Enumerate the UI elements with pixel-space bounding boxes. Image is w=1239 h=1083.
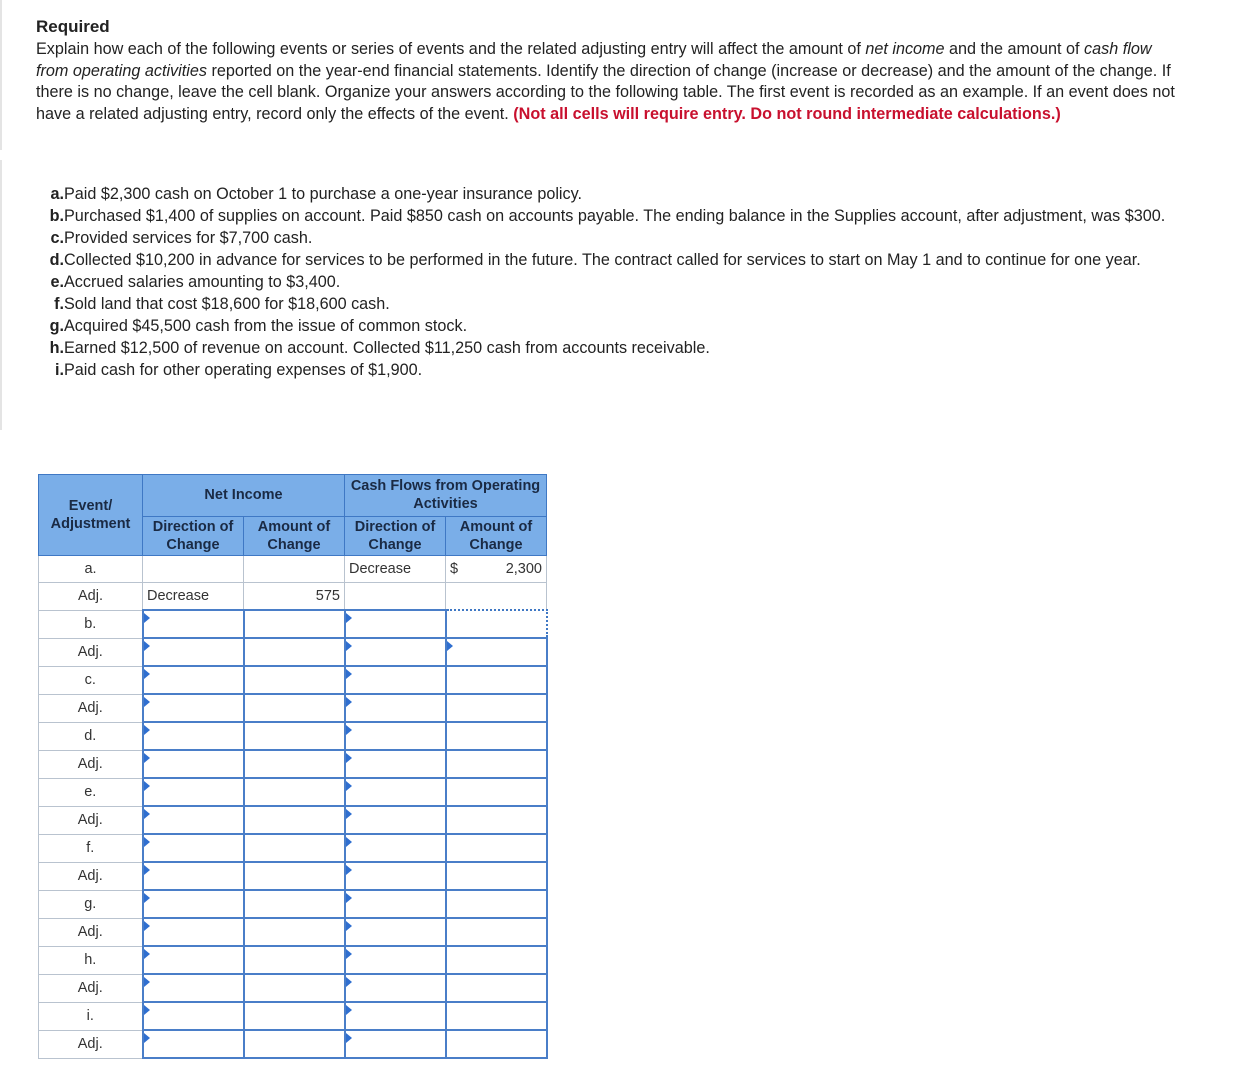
cf-direction-select[interactable] [345,750,446,778]
header-cash-flows: Cash Flows from Operating Activities [345,475,547,517]
ni-direction-select[interactable] [143,890,244,918]
row-label: b. [39,610,143,638]
events-list [42,183,1192,381]
answer-table-wrapper [38,474,548,1059]
row-label: Adj. [39,806,143,834]
event-item: h. Earned $12,500 of revenue on account. Collected $11,250 cash from accounts receivable. [49,339,710,357]
row-label: Adj. [39,918,143,946]
ni-amount-input[interactable] [244,918,345,946]
table-row [39,974,547,1002]
ni-amount-input[interactable] [244,1030,345,1058]
cf-amount-input[interactable] [446,862,547,890]
ni-amount-input[interactable] [244,862,345,890]
ni-amount-cell: 575 [244,583,345,611]
ni-direction-select[interactable] [143,666,244,694]
ni-direction-select[interactable] [143,834,244,862]
row-label: i. [39,1002,143,1030]
cf-amount-input[interactable] [446,638,547,666]
required-section [0,0,1239,150]
event-item: d. Collected $10,200 in advance for services to be performed in the future. The contract called for services to start on May 1 and to continue for one year. [49,251,1141,269]
table-row [39,806,547,834]
header-cf-amount: Amount of Change [446,516,547,556]
row-label: h. [39,946,143,974]
ni-amount-input[interactable] [244,638,345,666]
cf-direction-cell: Decrease [345,556,446,583]
event-item: f. Sold land that cost $18,600 for $18,600 cash. [54,295,390,313]
required-title: Required [36,17,110,36]
cf-amount-input[interactable] [446,610,547,638]
row-label: d. [39,722,143,750]
cf-direction-select[interactable] [345,918,446,946]
event-item: g. Acquired $45,500 cash from the issue of common stock. [49,317,468,335]
cf-direction-select[interactable] [345,806,446,834]
header-cf-direction: Direction of Change [345,516,446,556]
table-row [39,834,547,862]
cf-amount-cell: $ 2,300 [446,556,547,583]
table-row [39,946,547,974]
cf-direction-select[interactable] [345,722,446,750]
cf-amount-input[interactable] [446,778,547,806]
cf-amount-input[interactable] [446,750,547,778]
ni-amount-input[interactable] [244,666,345,694]
event-item: a. Paid $2,300 cash on October 1 to purchase a one-year insurance policy. [50,185,583,203]
table-row [39,610,547,638]
row-label: e. [39,778,143,806]
currency-symbol: $ [450,561,459,577]
required-instructions: Explain how each of the following events or series of events and the related adjusting entry will affect the amount of net income and the amount of cash flow from operating activities reported on the year-end financial statements. Identify the direction of change (increase or decrease) and the amount of the change. If there is no change, leave the cell blank. Organize your answers according to the following table. The first event is recorded as an example. If an event does not have a related adjusting entry, record only the effects of the event. (Not all cells will require entry. Do not round intermediate calculations.) [36,40,1175,123]
answer-table [38,474,548,1059]
header-event: Event/ Adjustment [39,475,143,556]
ni-amount-input[interactable] [244,974,345,1002]
cf-direction-select[interactable] [345,1030,446,1058]
ni-amount-input[interactable] [244,806,345,834]
cf-amount-input[interactable] [446,834,547,862]
row-label: Adj. [39,694,143,722]
ni-direction-cell: Decrease [143,583,244,611]
ni-direction-select[interactable] [143,1002,244,1030]
header-net-income: Net Income [143,475,345,517]
ni-direction-select[interactable] [143,722,244,750]
event-item: e. Accrued salaries amounting to $3,400. [50,273,341,291]
cf-amount-input[interactable] [446,946,547,974]
cf-direction-select[interactable] [345,778,446,806]
row-label: Adj. [39,583,143,611]
cf-direction-select[interactable] [345,834,446,862]
ni-amount-input[interactable] [244,694,345,722]
cf-amount-input[interactable] [446,1002,547,1030]
ni-direction-select[interactable] [143,806,244,834]
ni-amount-input[interactable] [244,610,345,638]
table-row [39,666,547,694]
row-label: Adj. [39,974,143,1002]
table-row [39,918,547,946]
row-label: f. [39,834,143,862]
ni-direction-select[interactable] [143,918,244,946]
cf-amount-input[interactable] [446,666,547,694]
ni-direction-select[interactable] [143,1030,244,1058]
table-row [39,1030,547,1058]
ni-direction-select[interactable] [143,750,244,778]
event-item: i. Paid cash for other operating expenses of $1,900. [55,361,423,379]
header-ni-amount: Amount of Change [244,516,345,556]
ni-direction-select[interactable] [143,862,244,890]
cf-direction-cell [345,583,446,611]
cf-direction-select[interactable] [345,694,446,722]
event-item: b. Purchased $1,400 of supplies on account. Paid $850 cash on accounts payable. The ending balance in the Supplies account, after adjustment, was $300. [49,207,1166,225]
ni-direction-select[interactable] [143,778,244,806]
event-item: c. Provided services for $7,700 cash. [50,229,313,247]
cf-amount-input[interactable] [446,722,547,750]
cf-amount-input[interactable] [446,1030,547,1058]
cf-direction-select[interactable] [345,946,446,974]
table-row [39,638,547,666]
table-row [39,890,547,918]
ni-direction-select[interactable] [143,610,244,638]
row-label: Adj. [39,638,143,666]
ni-amount-input[interactable] [244,722,345,750]
ni-amount-input[interactable] [244,750,345,778]
cf-amount-input[interactable] [446,806,547,834]
cf-amount-input[interactable] [446,890,547,918]
ni-direction-select[interactable] [143,694,244,722]
cf-amount-input[interactable] [446,694,547,722]
row-label: g. [39,890,143,918]
row-label: c. [39,666,143,694]
table-row [39,583,547,611]
table-row [39,556,547,583]
ni-direction-cell [143,556,244,583]
ni-amount-input[interactable] [244,890,345,918]
ni-direction-select[interactable] [143,946,244,974]
table-row [39,778,547,806]
cf-direction-select[interactable] [345,610,446,638]
table-row [39,1002,547,1030]
header-ni-direction: Direction of Change [143,516,244,556]
ni-amount-input[interactable] [244,834,345,862]
cf-amount-cell [446,583,547,611]
row-label: Adj. [39,750,143,778]
table-row [39,694,547,722]
cf-direction-select[interactable] [345,1002,446,1030]
cf-direction-select[interactable] [345,862,446,890]
row-label: a. [39,556,143,583]
events-section [0,160,1239,430]
table-row [39,750,547,778]
ni-direction-select[interactable] [143,638,244,666]
table-row [39,862,547,890]
ni-amount-input[interactable] [244,778,345,806]
required-note: (Not all cells will require entry. Do not round intermediate calculations.) [513,104,1061,123]
ni-amount-cell [244,556,345,583]
ni-amount-input[interactable] [244,1002,345,1030]
row-label: Adj. [39,1030,143,1058]
ni-direction-select[interactable] [143,974,244,1002]
cf-direction-select[interactable] [345,638,446,666]
cf-direction-select[interactable] [345,974,446,1002]
row-label: Adj. [39,862,143,890]
ni-amount-input[interactable] [244,946,345,974]
cf-amount-input[interactable] [446,974,547,1002]
cf-amount-input[interactable] [446,918,547,946]
cf-direction-select[interactable] [345,666,446,694]
table-row [39,722,547,750]
cf-direction-select[interactable] [345,890,446,918]
